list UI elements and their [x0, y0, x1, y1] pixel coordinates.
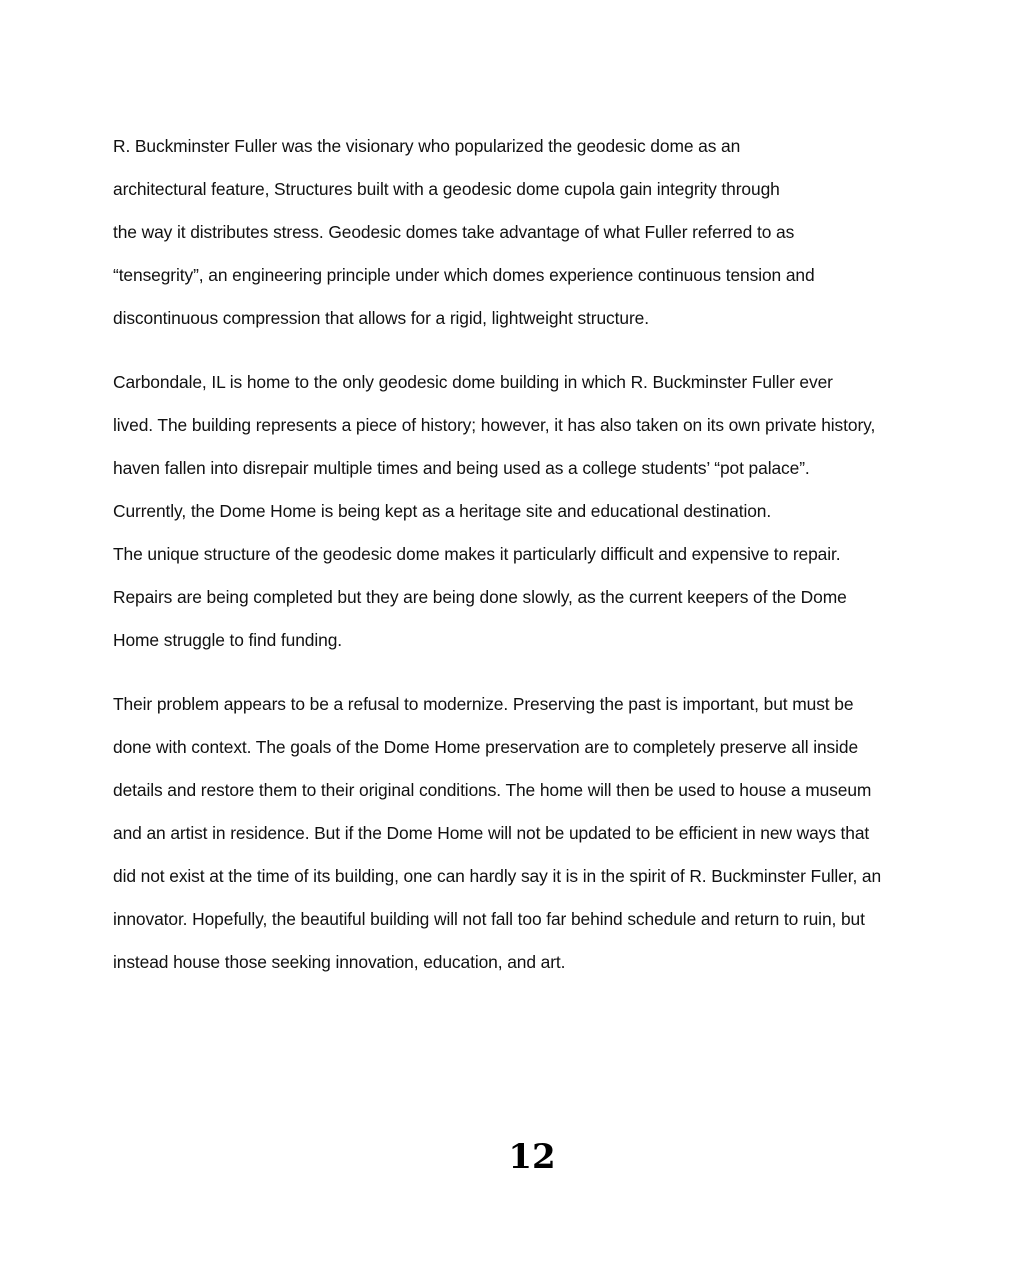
text-line: haven fallen into disrepair multiple times and being used as a college students’ “pot palace”. — [113, 458, 810, 478]
text-line: Home struggle to find funding. — [113, 630, 343, 650]
text-line: the way it distributes stress. Geodesic domes take advantage of what Fuller referred to as — [113, 222, 795, 242]
text-line: Repairs are being completed but they are being done slowly, as the current keepers of the Dome — [113, 587, 847, 607]
text-line: Currently, the Dome Home is being kept as a heritage site and educational destination. — [113, 501, 772, 521]
text-line: “tensegrity”, an engineering principle under which domes experience continuous tension and — [113, 265, 815, 285]
body-text — [113, 125, 933, 984]
text-line: R. Buckminster Fuller was the visionary who popularized the geodesic dome as an — [113, 136, 741, 156]
text-line: Carbondale, IL is home to the only geodesic dome building in which R. Buckminster Fuller ever — [113, 372, 833, 392]
text-line: details and restore them to their original conditions. The home will then be used to house a museum — [113, 780, 872, 800]
page-number: 12 — [508, 1137, 556, 1177]
text-line: and an artist in residence. But if the Dome Home will not be updated to be efficient in new ways that — [113, 823, 870, 843]
text-line: innovator. Hopefully, the beautiful building will not fall too far behind schedule and return to ruin, but — [113, 909, 865, 929]
paragraph-carbondale-dome-home — [113, 361, 933, 662]
text-line: done with context. The goals of the Dome Home preservation are to completely preserve all inside — [113, 737, 859, 757]
text-line: lived. The building represents a piece of history; however, it has also taken on its own private history, — [113, 415, 876, 435]
text-line: Their problem appears to be a refusal to modernize. Preserving the past is important, but must be — [113, 694, 854, 714]
text-line: The unique structure of the geodesic dome makes it particularly difficult and expensive to repair. — [113, 544, 841, 564]
text-line: did not exist at the time of its building, one can hardly say it is in the spirit of R. Buckminster Fuller, an — [113, 866, 882, 886]
text-line: architectural feature, Structures built with a geodesic dome cupola gain integrity through — [113, 179, 780, 199]
paragraph-fuller-geodesic — [113, 125, 933, 340]
text-line: discontinuous compression that allows for a rigid, lightweight structure. — [113, 308, 649, 328]
paragraph-modernization — [113, 683, 933, 984]
text-line: instead house those seeking innovation, education, and art. — [113, 952, 566, 972]
